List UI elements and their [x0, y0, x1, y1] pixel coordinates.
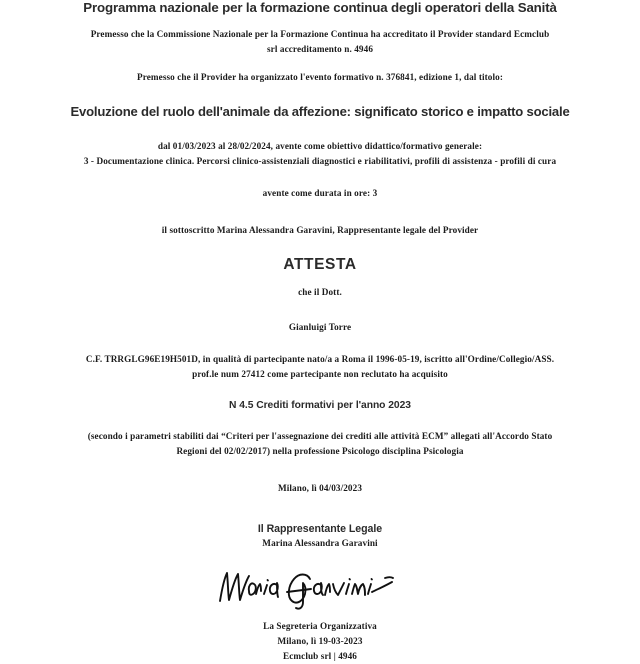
spacer — [36, 238, 604, 255]
segreteria-provider: Ecmclub srl | 4946 — [282, 651, 357, 661]
spacer — [36, 120, 604, 139]
spacer — [36, 496, 604, 522]
spacer — [36, 16, 604, 27]
event-title: Evoluzione del ruolo dell'animale da affezione: significato storico e impatto sociale — [70, 104, 570, 119]
sottoscritto-line: il sottoscritto Marina Alessandra Garavini, Rappresentante legale del Provider — [161, 225, 479, 235]
periodo-line: dal 01/03/2023 al 28/02/2024, avente come obiettivo didattico/formativo generale: — [157, 141, 483, 151]
participant-details-line-2: prof.le num 27412 come partecipante non reclutato ha acquisito — [192, 369, 448, 379]
attesta-heading: ATTESTA — [283, 256, 357, 273]
spacer — [36, 275, 604, 285]
spacer — [36, 551, 604, 560]
rappresentante-legale-name: Marina Alessandra Garavini — [262, 538, 378, 548]
durata-line: avente come durata in ore: 3 — [262, 188, 378, 198]
spacer — [36, 57, 604, 70]
premessa-provider-line-1: Premesso che la Commissione Nazionale per la Formazione Continua ha accreditato il Provider standard Ecmclub — [90, 29, 550, 39]
premessa-evento-line: Premesso che il Provider ha organizzato l'evento formativo n. 376841, edizione 1, dal titolo: — [136, 72, 504, 82]
spacer — [36, 85, 604, 103]
criteri-line-1: (secondo i parametri stabiliti dai “Criteri per l'assegnazione dei crediti alle attività ECM” allegati all'Accordo Stato — [87, 431, 553, 441]
spacer — [36, 612, 604, 619]
participant-name: Gianluigi Torre — [288, 322, 352, 332]
page-masthead: Programma nazionale per la formazione continua degli operatori della Sanità — [83, 0, 557, 15]
segreteria-data: Milano, lì 19-03-2023 — [277, 636, 363, 646]
rappresentante-legale-label: Il Rappresentante Legale — [257, 523, 383, 535]
spacer — [36, 300, 604, 320]
premessa-provider-line-2: srl accreditamento n. 4946 — [266, 44, 374, 54]
obiettivo-line: 3 - Documentazione clinica. Percorsi clinico-assistenziali diagnostici e riabilitativi, profili di assistenza - profili di cura — [83, 156, 557, 166]
spacer — [36, 459, 604, 481]
luogo-data-line: Milano, lì 04/03/2023 — [277, 483, 363, 493]
participant-details-line-1: C.F. TRRGLG96E19H501D, in qualità di partecipante nato/a a Roma il 1996-05-19, iscritto all'Ordine/Collegio/ASS. — [85, 354, 555, 364]
signature-image — [36, 560, 604, 612]
spacer — [36, 201, 604, 223]
spacer — [36, 169, 604, 186]
segreteria-label: La Segreteria Organizzativa — [263, 621, 377, 631]
che-il-dott-line: che il Dott. — [298, 287, 342, 297]
spacer — [36, 382, 604, 399]
criteri-line-2: Regioni del 02/02/2017) nella professione Psicologo disciplina Psicologia — [176, 446, 464, 456]
crediti-line: N 4.5 Crediti formativi per l'anno 2023 — [229, 400, 411, 411]
spacer — [36, 413, 604, 429]
spacer — [36, 335, 604, 352]
